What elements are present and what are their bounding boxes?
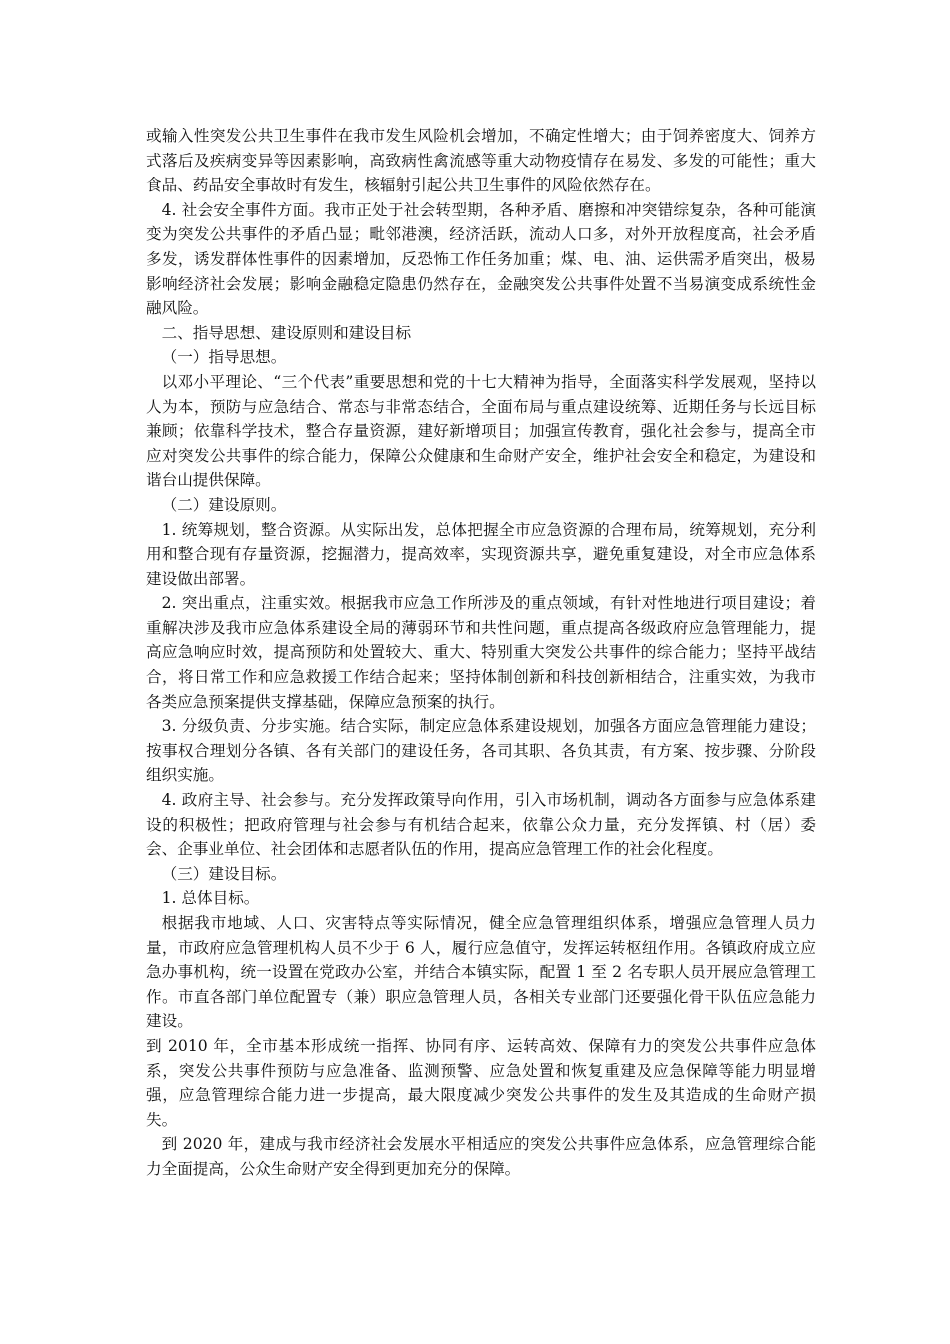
paragraph-principle-4: 4. 政府主导、社会参与。充分发挥政策导向作用，引入市场机制，调动各方面参与应急体系建设的积极性；把政府管理与社会参与有机结合起来，依靠公众力量，充分发挥镇、村（居）委会、企事业单位、社会团体和志愿者队伍的作用，提高应急管理工作的社会化程度。 (146, 791, 816, 859)
paragraph-goal-2020: 到 2020 年，建成与我市经济社会发展水平相适应的突发公共事件应急体系，应急管理综合能力全面提高，公众生命财产安全得到更加充分的保障。 (146, 1135, 816, 1178)
paragraph-goal-2010: 到 2010 年，全市基本形成统一指挥、协同有序、运转高效、保障有力的突发公共事件应急体系，突发公共事件预防与应急准备、监测预警、应急处置和恢复重建及应急保障等能力明显增强，应急管理综合能力进一步提高，最大限度减少突发公共事件的发生及其造成的生命财产损失。 (146, 1036, 816, 1129)
subheading-construction-principles: （二）建设原则。 (161, 495, 287, 514)
paragraph-overall-goal: 根据我市地域、人口、灾害特点等实际情况，健全应急管理组织体系，增强应急管理人员力量，市政府应急管理机构人员不少于 6 人，履行应急值守，发挥运转枢纽作用。各镇政府成立应急办事机构，统一设置在党政办公室，并结合本镇实际，配置 1 至 2 名专职人员开展应急管理工作。市直各部门单位配置专（兼）职应急管理人员，各相关专业部门还要强化骨干队伍应急能力建设。 (146, 914, 816, 1031)
subheading-construction-goals: （三）建设目标。 (161, 864, 287, 883)
paragraph-principle-2: 2. 突出重点，注重实效。根据我市应急工作所涉及的重点领域，有针对性地进行项目建设；着重解决涉及我市应急体系建设全局的薄弱环节和共性问题，重点提高各级政府应急管理能力，提高应急响应时效，提高预防和处置较大、重大、特别重大突发公共事件的综合能力；坚持平战结合，将日常工作和应急救援工作结合起来；坚持体制创新和科技创新相结合，注重实效，为我市各类应急预案提供支撑基础，保障应急预案的执行。 (146, 594, 816, 711)
paragraph-principle-1: 1. 统筹规划，整合资源。从实际出发，总体把握全市应急资源的合理布局，统筹规划，充分利用和整合现有存量资源，挖掘潜力，提高效率，实现资源共享，避免重复建设，对全市应急体系建设做出部署。 (146, 520, 816, 588)
document-page (146, 124, 816, 1182)
paragraph-public-health-risk: 或输入性突发公共卫生事件在我市发生风险机会增加，不确定性增大；由于饲养密度大、饲养方式落后及疾病变异等因素影响，高致病性禽流感等重大动物疫情存在易发、多发的可能性；重大食品、药品安全事故时有发生，核辐射引起公共卫生事件的风险依然存在。 (146, 127, 816, 195)
paragraph-guiding-ideology: 以邓小平理论、“三个代表”重要思想和党的十七大精神为指导，全面落实科学发展观，坚持以人为本，预防与应急结合、常态与非常态结合，全面布局与重点建设统筹、近期任务与长远目标兼顾；依靠科学技术，整合存量资源，建好新增项目；加强宣传教育，强化社会参与，提高全市应对突发公共事件的综合能力，保障公众健康和生命财产安全，维护社会安全和稳定，为建设和谐台山提供保障。 (146, 372, 816, 490)
section-heading-2: 二、指导思想、建设原则和建设目标 (161, 323, 412, 342)
subheading-guiding-ideology: （一）指导思想。 (161, 348, 287, 367)
paragraph-principle-3: 3. 分级负责、分步实施。结合实际，制定应急体系建设规划，加强各方面应急管理能力建设；按事权合理划分各镇、各有关部门的建设任务，各司其职、各负其责，有方案、按步骤、分阶段组织实施。 (146, 717, 816, 785)
paragraph-social-security-events: 4. 社会安全事件方面。我市正处于社会转型期，各种矛盾、磨擦和冲突错综复杂，各种可能演变为突发公共事件的矛盾凸显；毗邻港澳，经济活跃，流动人口多，对外开放程度高，社会矛盾多发，诱发群体性事件的因素增加，反恐怖工作任务加重；煤、电、油、运供需矛盾突出，极易影响经济社会发展；影响金融稳定隐患仍然存在，金融突发公共事件处置不当易演变成系统性金融风险。 (146, 200, 816, 318)
subheading-overall-goal: 1. 总体目标。 (161, 889, 260, 908)
